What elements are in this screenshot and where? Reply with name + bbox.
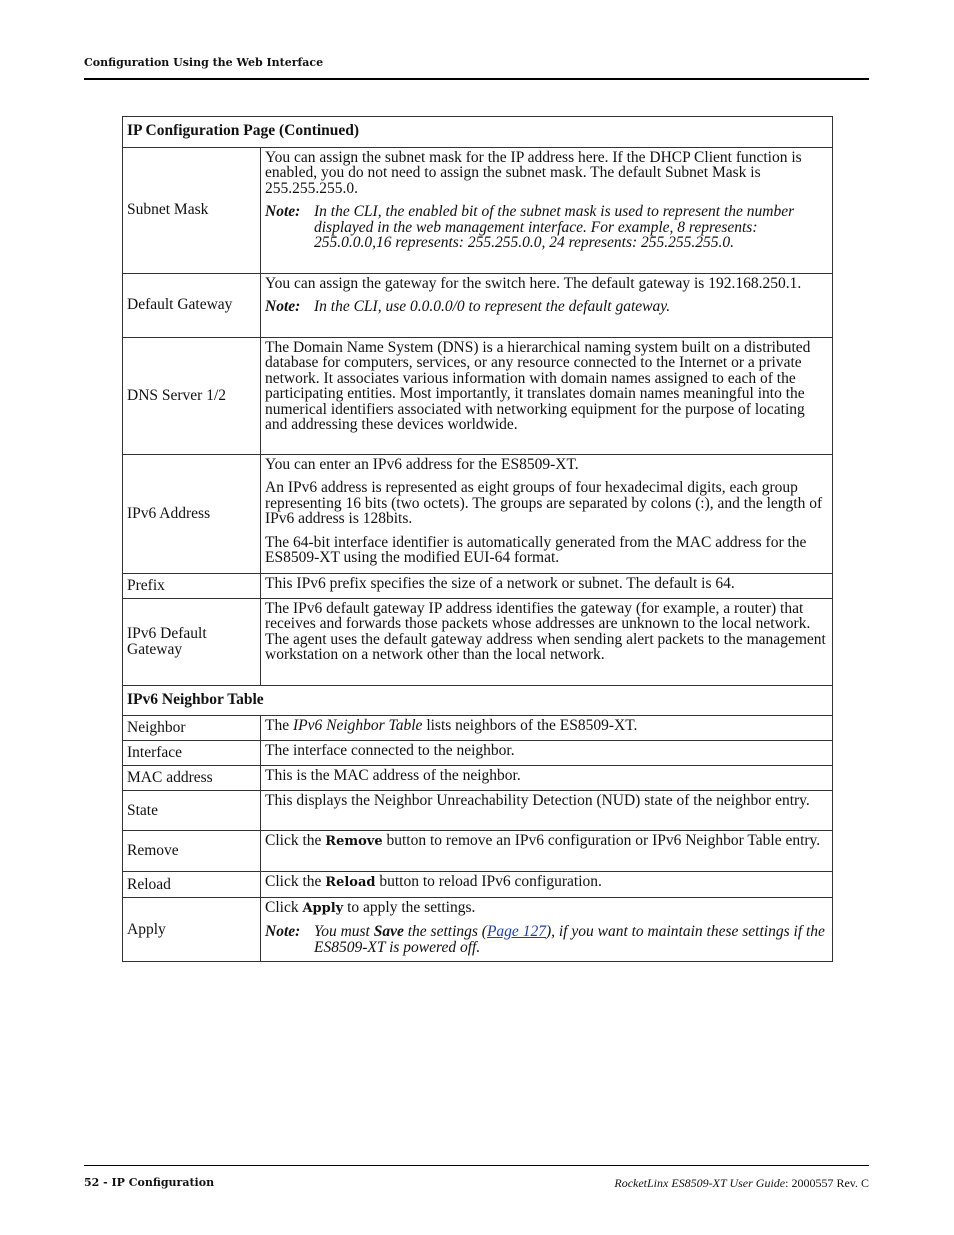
table-row xyxy=(123,454,833,573)
desc-reload xyxy=(261,872,833,898)
table-row xyxy=(123,741,833,766)
table-row xyxy=(123,831,833,872)
desc-text: You can assign the subnet mask for the IP address here. If the DHCP Client function is enabled, you do not need to assign the subnet mask. The default Subnet Mask is 255.255.255.0. xyxy=(265,148,802,197)
param-state: State xyxy=(123,791,261,831)
table-row xyxy=(123,598,833,685)
button-name: Apply xyxy=(302,900,344,916)
desc-subnet-mask xyxy=(261,147,833,273)
text-part: The xyxy=(265,717,293,734)
desc-text: This IPv6 prefix specifies the size of a network or subnet. The default is 64. xyxy=(265,574,735,592)
param-mac-address: MAC address xyxy=(123,766,261,791)
text-part: to apply the settings. xyxy=(343,898,476,916)
table-title: IP Configuration Page (Continued) xyxy=(123,117,833,148)
desc-text: You can enter an IPv6 address for the ES8509-XT. xyxy=(265,455,579,473)
page-link[interactable]: Page 127 xyxy=(486,923,546,940)
desc-text: An IPv6 address is represented as eight groups of four hexadecimal digits, each group representing 16 bits (two octets). The groups are separated by colons (:), and the length of IPv6 address is 128bits. xyxy=(265,479,823,527)
text-part: button to remove an IPv6 configuration or IPv6 Neighbor Table entry. xyxy=(382,832,821,849)
param-reload: Reload xyxy=(123,872,261,898)
desc-ipv6-default-gateway xyxy=(261,598,833,685)
desc-text: This displays the Neighbor Unreachability Detection (NUD) state of the neighbor entry. xyxy=(265,792,810,809)
header-rule xyxy=(84,78,869,80)
param-ipv6-default-gateway: IPv6 Default Gateway xyxy=(123,598,261,685)
text-part: Click the xyxy=(265,832,326,849)
desc-prefix xyxy=(261,573,833,598)
param-prefix: Prefix xyxy=(123,573,261,598)
table-title-row xyxy=(123,117,833,148)
note-label: Note: xyxy=(265,298,301,315)
footer-revision: : 2000557 Rev. C xyxy=(785,1176,869,1190)
table-row xyxy=(123,147,833,273)
desc-apply xyxy=(261,897,833,962)
section-row xyxy=(123,685,833,716)
param-default-gateway: Default Gateway xyxy=(123,273,261,337)
desc-text: The 64-bit interface identifier is automatically generated from the MAC address for the ES8509-XT using the modified EUI-64 format. xyxy=(265,533,807,566)
desc-text: You can assign the gateway for the switch here. The default gateway is 192.168.250.1. xyxy=(265,274,802,292)
param-neighbor: Neighbor xyxy=(123,716,261,741)
button-name: Remove xyxy=(325,834,383,849)
desc-interface xyxy=(261,741,833,766)
desc-text xyxy=(265,874,828,891)
table-row xyxy=(123,766,833,791)
desc-text: This is the MAC address of the neighbor. xyxy=(265,767,521,784)
param-subnet-mask: Subnet Mask xyxy=(123,147,261,273)
note xyxy=(265,204,828,251)
desc-mac-address xyxy=(261,766,833,791)
desc-state xyxy=(261,791,833,831)
desc-text xyxy=(265,718,828,734)
footer-document-title xyxy=(614,1176,869,1191)
note-text: the settings ( xyxy=(403,923,487,940)
desc-text: The Domain Name System (DNS) is a hierarchical naming system built on a distributed database for computers, services, or any resource connected to the Internet or a private network. It associates various information with domain names assigned to each of the participating entities. Most importantly, it translates domain names meaningful into the numerical identifiers associated with networking equipment for the purpose of locating and addressing these devices worldwide. xyxy=(265,338,811,433)
note-emphasis: Save xyxy=(373,923,404,940)
table-row xyxy=(123,273,833,337)
param-ipv6-address: IPv6 Address xyxy=(123,454,261,573)
running-head: Configuration Using the Web Interface xyxy=(84,56,324,69)
note-text: You must xyxy=(314,923,374,940)
footer-guide-title: RocketLinx ES8509-XT User Guide xyxy=(614,1176,786,1190)
text-part: Click the xyxy=(265,873,326,890)
desc-dns-server xyxy=(261,337,833,454)
param-apply: Apply xyxy=(123,897,261,962)
table-row xyxy=(123,791,833,831)
text-part: Click xyxy=(265,898,303,916)
desc-text xyxy=(265,900,828,917)
desc-ipv6-address xyxy=(261,454,833,573)
note-text: In the CLI, use 0.0.0.0/0 to represent the default gateway. xyxy=(314,298,671,315)
param-remove: Remove xyxy=(123,831,261,872)
ip-configuration-table xyxy=(122,116,833,962)
text-emphasis: IPv6 Neighbor Table xyxy=(292,717,423,734)
note-label: Note: xyxy=(265,203,301,220)
footer-page-label: 52 - IP Configuration xyxy=(84,1176,215,1189)
table-row xyxy=(123,897,833,962)
param-interface: Interface xyxy=(123,741,261,766)
footer-rule xyxy=(84,1165,869,1166)
note-text: ), if you want to maintain these settings if the ES8509-XT is powered off. xyxy=(314,923,825,956)
desc-neighbor xyxy=(261,716,833,741)
table-row xyxy=(123,872,833,898)
section-title-ipv6-neighbor-table: IPv6 Neighbor Table xyxy=(123,685,833,716)
desc-text: The IPv6 default gateway IP address identifies the gateway (for example, a router) that receives and forwards those packets whose addresses are unknown to the local network. The agent uses the default gateway address when sending alert packets to the management workstation on a network other than the local network. xyxy=(265,599,826,663)
text-part: lists neighbors of the ES8509-XT. xyxy=(422,717,638,734)
desc-text xyxy=(265,833,828,850)
desc-remove xyxy=(261,831,833,872)
table-row xyxy=(123,337,833,454)
desc-default-gateway xyxy=(261,273,833,337)
param-dns-server: DNS Server 1/2 xyxy=(123,337,261,454)
table-row xyxy=(123,716,833,741)
table-row xyxy=(123,573,833,598)
note xyxy=(265,924,828,955)
button-name: Reload xyxy=(325,875,376,890)
note-text: In the CLI, the enabled bit of the subnet mask is used to represent the number displayed in the web management interface. For example, 8 represents: 255.0.0.0,16 represents: 255.255.0.0, 24 represents: 255.255.255.0. xyxy=(314,203,795,251)
note-label: Note: xyxy=(265,923,301,940)
desc-text: The interface connected to the neighbor. xyxy=(265,742,515,759)
text-part: button to reload IPv6 configuration. xyxy=(375,873,602,890)
note xyxy=(265,299,828,315)
